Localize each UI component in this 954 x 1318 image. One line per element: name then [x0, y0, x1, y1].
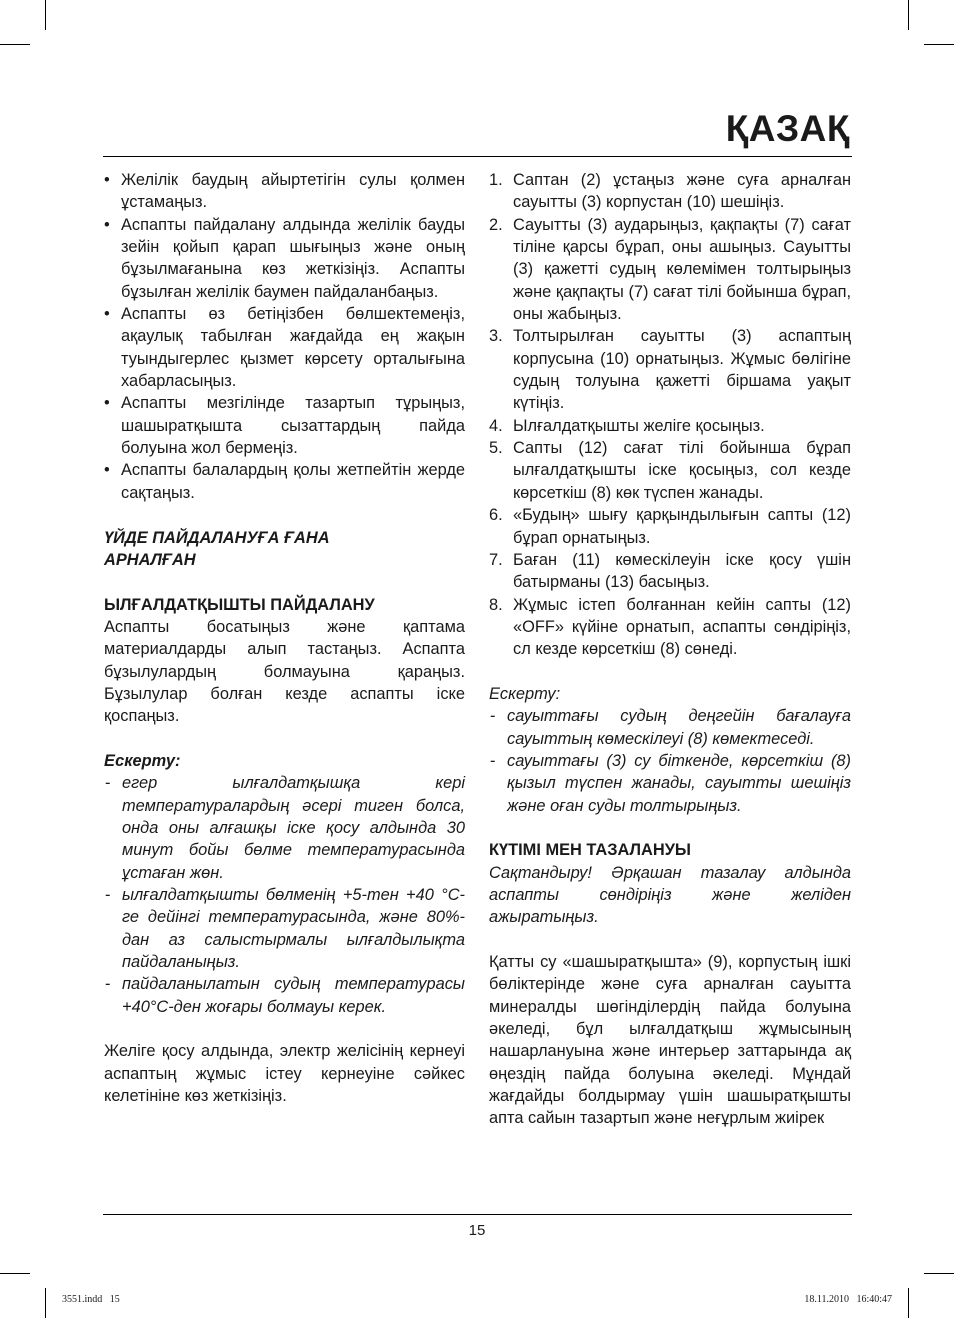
crop-mark	[908, 1288, 909, 1318]
list-item: • Аспапты мезгілінде тазартып тұрыңыз, шашыратқышта сызаттардың пайда болуына жол бермеңіз.	[104, 394, 465, 458]
left-column	[104, 169, 465, 1107]
list-item: 8. Жұмыс істеп болғаннан кейін сапты (12) «OFF» күйіне орнатып, аспапты сөндіріңіз, сл кезде көрсеткіш (8) сөнеді.	[489, 595, 851, 659]
list-item: 3. Толтырылған сауытты (3) аспаптың корпусына (10) орнатыңыз. Жұмыс бөлігіне судың толуына қажетті біршама уақыт күтіңіз.	[489, 327, 851, 413]
crop-mark	[45, 1288, 46, 1318]
timestamp-slug: 18.11.2010 16:40:47	[804, 1294, 892, 1305]
list-item: - егер ылғалдатқышқа кері температуралардың әсері тиген болса, онда оны алғашқы іске қосу алдында 30 минут бойы бөлме температурасында ұстаған жөн.	[105, 774, 465, 882]
crop-mark	[0, 1273, 30, 1274]
footer-rule	[103, 1214, 852, 1215]
list-item: 1. Саптан (2) ұстаңыз және суға арналған сауытты (3) корпустан (10) шешіңіз.	[489, 171, 851, 212]
crop-mark	[924, 44, 954, 45]
page-number: 15	[468, 1222, 486, 1239]
usage-heading: ЫЛҒАЛДАТҚЫШТЫ ПАЙДАЛАНУ	[104, 595, 375, 614]
list-item: 5. Сапты (12) сағат тілі бойынша бұрап ылғалдатқышты іске қосыңыз, сол кезде көрсеткіш (8) көк түспен жанады.	[489, 439, 851, 502]
note-heading: Ескерту:	[104, 751, 181, 770]
list-item: 7. Баған (11) көмескілеуін іске қосу үшін батырманы (13) басыңыз.	[489, 550, 851, 592]
list-item: - пайдаланылатын судың температурасы +40°С-ден жоғары болмауы керек.	[105, 975, 465, 1016]
safety-bullets	[104, 169, 465, 504]
crop-mark	[45, 0, 46, 30]
note-heading: Ескерту:	[489, 684, 561, 703]
list-item: - ылғалдатқышты бөлменің +5-тен +40 °С-ге дейінгі температурасында, және 80%-дан аз салыстырмалы ылғалдылықта пайдаланыңыз.	[105, 886, 465, 972]
file-slug: 3551.indd 15	[62, 1294, 120, 1305]
list-item: 2. Сауытты (3) аударыңыз, қақпақты (7) сағат тіліне қарсы бұрап, оны ашыңыз. Сауытты (3) қажетті судың көлемімен толтырыңыз және қақпақты (7) сағат тілі бойынша бұрап, оны жабыңыз.	[489, 215, 851, 324]
care-heading: КҮТІМІ МЕН ТАЗАЛАНУЫ	[489, 841, 691, 860]
list-item: • Аспапты өз бетіңізбен бөлшектемеңіз, ақаулық табылған жағдайда ең жақын туындыгерлес қызмет көрсету орталығына хабарласыңыз.	[104, 305, 465, 391]
list-item: - сауыттағы судың деңгейін бағалауға сауыттың көмескілеуі (8) көмектеседі.	[490, 707, 851, 748]
crop-mark	[908, 0, 909, 30]
home-use-heading: ҮЙДЕ ПАЙДАЛАНУҒА ҒАНА АРНАЛҒАН	[104, 528, 330, 569]
crop-mark	[924, 1273, 954, 1274]
crop-mark	[0, 44, 30, 45]
list-item: 6. «Будың» шығу қарқындылығын сапты (12) бұрап орнатыңыз.	[489, 506, 851, 547]
steps-list	[489, 169, 851, 661]
note-list	[104, 772, 465, 1018]
list-item: • Желілік баудың айыртетігін сулы қолмен ұстамаңыз.	[104, 171, 465, 212]
right-column	[489, 169, 851, 1130]
header-rule	[103, 156, 852, 157]
note-list	[489, 705, 851, 817]
list-item: 4. Ылғалдатқышты желіге қосыңыз.	[489, 416, 765, 435]
usage-paragraph: Аспапты босатыңыз және қаптама материалдарды алып тастаңыз. Аспапта бұзылулардың болмауына қараңыз. Бұзылулар болған кезде аспапты іске қоспаңыз.	[104, 617, 465, 726]
caution-paragraph: Сақтандыру! Әрқашан тазалау алдында аспапты сөндіріңіз және желіден ажыратыңыз.	[489, 863, 851, 927]
list-item: • Аспапты балалардың қолы жетпейтін жерде сақтаңыз.	[104, 461, 465, 502]
care-paragraph: Қатты су «шашыратқышта» (9), корпустың ішкі бөліктерінде және суға арналған сауытта минералды шөгінділердің пайда болуына әкеледі, бұл ылғалдатқыш жұмысының нашарлануына және интерьер заттарында ақ өңездің пайда болуына әкеледі. Мұндай жағдайды болдырмау үшін шашыратқышты апта сайын тазартып және неғұрлым жиірек	[489, 953, 851, 1128]
voltage-paragraph: Желіге қосу алдында, электр желісінің кернеуі аспаптың жұмыс істеу кернеуіне сәйкес келетініне көз жеткізіңіз.	[104, 1042, 465, 1106]
list-item: • Аспапты пайдалану алдында желілік бауды зейін қойып қарап шығыңыз және оның бұзылмағанына көз жеткізіңіз. Аспапты бұзылған желілік баумен пайдаланбаңыз.	[104, 215, 465, 301]
page-title: ҚАЗАҚ	[725, 108, 850, 149]
list-item: - сауыттағы (3) су біткенде, көрсеткіш (8) қызыл түспен жанады, сауытты шешіңіз және оған суды толтырыңыз.	[490, 751, 851, 815]
